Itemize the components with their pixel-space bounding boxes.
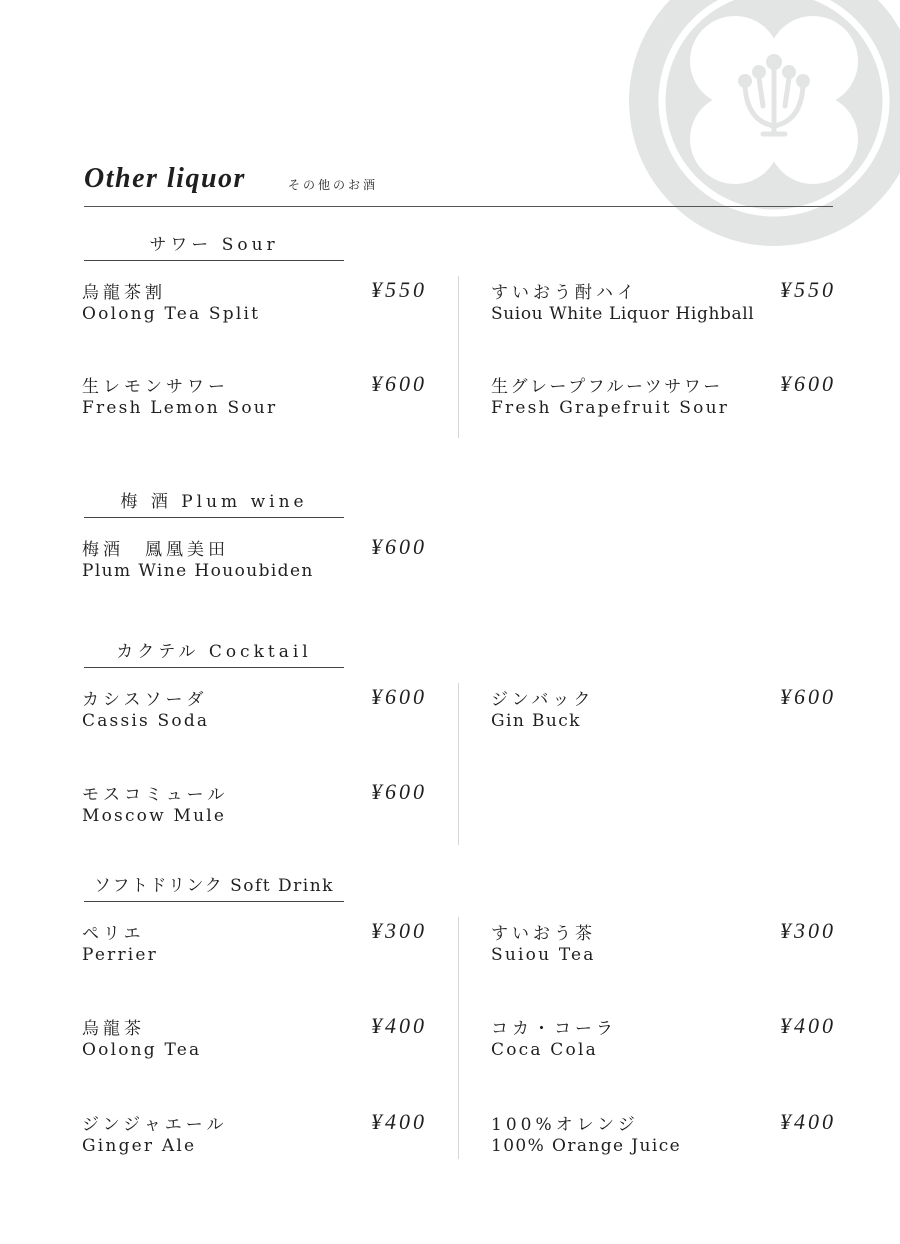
column-divider <box>458 917 459 1159</box>
item-name-en: Cassis Soda <box>82 711 210 731</box>
item-name-en: Gin Buck <box>491 711 581 731</box>
section-heading-plum-wine: 梅 酒 Plum wine <box>84 487 344 518</box>
menu-item <box>491 1014 836 1072</box>
section-heading-sour: サワー Sour <box>84 230 344 261</box>
item-price: ¥400 <box>780 1109 836 1134</box>
item-price: ¥600 <box>371 371 427 396</box>
menu-item <box>491 372 836 430</box>
item-name-en: Oolong Tea Split <box>82 304 261 324</box>
item-name-en: Fresh Grapefruit Sour <box>491 398 730 418</box>
item-name-en: Perrier <box>82 945 159 965</box>
menu-item <box>82 535 427 593</box>
item-name-ja: 烏龍茶 <box>82 1019 145 1039</box>
item-price: ¥400 <box>371 1109 427 1134</box>
menu-item <box>491 278 836 336</box>
menu-item <box>491 1110 836 1168</box>
item-name-ja: ペリエ <box>82 924 145 944</box>
item-name-ja: コカ・コーラ <box>491 1019 617 1039</box>
item-name-en: Oolong Tea <box>82 1040 202 1060</box>
menu-item <box>491 685 836 743</box>
item-name-en: Fresh Lemon Sour <box>82 398 278 418</box>
menu-item <box>82 278 427 336</box>
item-name-en: Suiou Tea <box>491 945 596 965</box>
section-heading-soft-drink: ソフトドリンク Soft Drink <box>84 871 344 902</box>
item-name-ja: ジンバック <box>491 690 595 710</box>
item-price: ¥600 <box>780 371 836 396</box>
item-name-ja: ジンジャエール <box>82 1115 228 1135</box>
item-name-ja: すいおう茶 <box>491 924 596 944</box>
item-price: ¥600 <box>371 534 427 559</box>
item-name-ja: カシスソーダ <box>82 690 208 710</box>
item-price: ¥600 <box>780 684 836 709</box>
column-divider <box>458 276 459 438</box>
menu-item <box>491 919 836 977</box>
item-name-ja: 梅酒 鳳凰美田 <box>82 540 229 560</box>
item-price: ¥600 <box>371 684 427 709</box>
item-price: ¥300 <box>780 918 836 943</box>
item-price: ¥400 <box>780 1013 836 1038</box>
page-title: Other liquor <box>84 163 246 194</box>
item-name-ja: すいおう酎ハイ <box>491 283 638 303</box>
section-heading-cocktail: カクテル Cocktail <box>84 637 344 668</box>
menu-item <box>82 685 427 743</box>
item-price: ¥300 <box>371 918 427 943</box>
item-name-ja: モスコミュール <box>82 785 229 805</box>
item-name-ja: 100%オレンジ <box>491 1115 639 1135</box>
brand-crest-icon <box>627 0 900 256</box>
item-name-ja: 生レモンサワー <box>82 377 229 397</box>
item-name-ja: 烏龍茶割 <box>82 283 166 303</box>
item-name-en: Moscow Mule <box>82 806 227 826</box>
page-subtitle: その他のお酒 <box>288 178 379 192</box>
item-price: ¥550 <box>780 277 836 302</box>
item-name-en: 100% Orange Juice <box>491 1136 682 1156</box>
item-name-en: Plum Wine Hououbiden <box>82 561 314 581</box>
menu-item <box>82 780 427 838</box>
menu-item <box>82 919 427 977</box>
title-divider <box>84 206 833 207</box>
menu-item <box>82 1014 427 1072</box>
item-name-en: Ginger Ale <box>82 1136 197 1156</box>
item-price: ¥400 <box>371 1013 427 1038</box>
item-name-en: Coca Cola <box>491 1040 598 1060</box>
menu-item <box>82 1110 427 1168</box>
item-price: ¥600 <box>371 779 427 804</box>
column-divider <box>458 683 459 845</box>
item-name-en: Suiou White Liquor Highball <box>491 304 755 324</box>
item-price: ¥550 <box>371 277 427 302</box>
menu-item <box>82 372 427 430</box>
item-name-ja: 生グレープフルーツサワー <box>491 377 723 397</box>
